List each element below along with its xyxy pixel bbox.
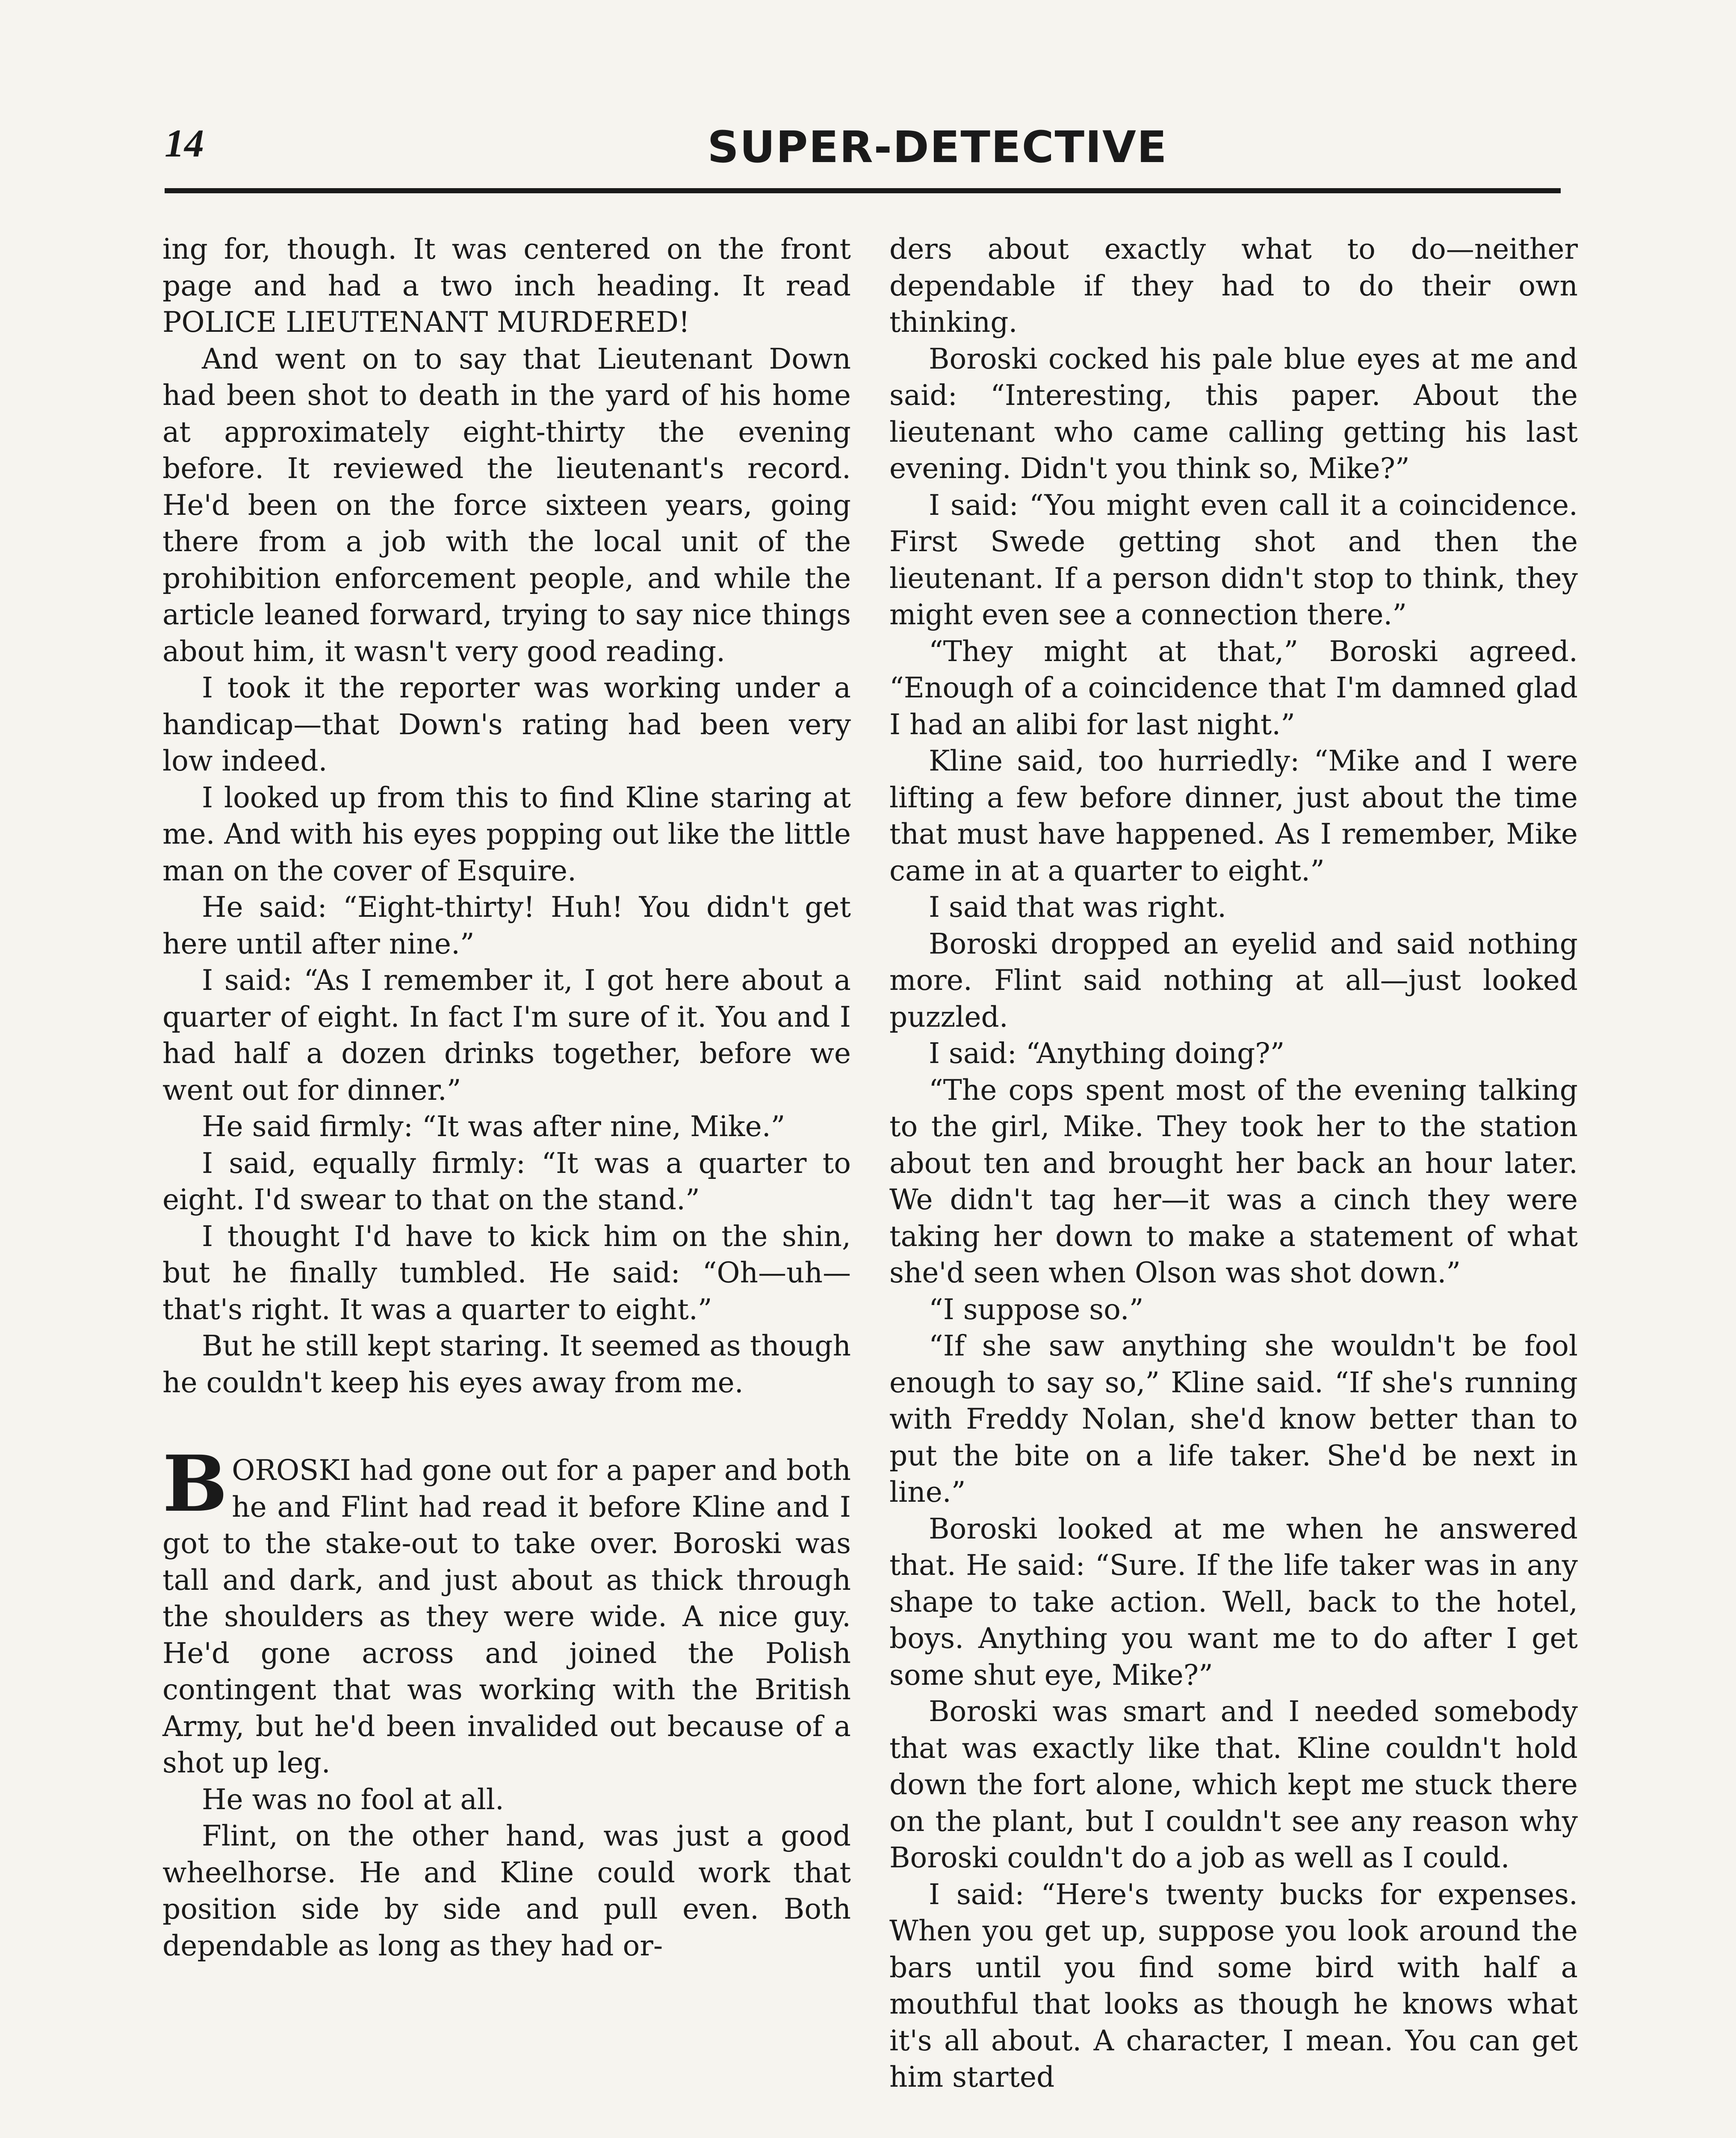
paragraph: “If she saw anything she wouldn't be fool enough to say so,” Kline said. “If she's running with Freddy Nolan, she'd know better than to put the bite on a life taker. She'd be next in line.”: [889, 1329, 1578, 1509]
paragraph: ders about exactly what to do—neither dependable if they had to do their own thinking.: [889, 233, 1578, 339]
paragraph: “The cops spent most of the evening talking to the girl, Mike. They took her to the station about ten and brought her back an hour later. We didn't tag her—it was a cinch they were taking her down to make a statement of what she'd seen when Olson was shot down.”: [889, 1073, 1578, 1289]
running-title: SUPER-DETECTIVE: [707, 122, 1168, 173]
paragraph: “They might at that,” Boroski agreed. “Enough of a coincidence that I'm damned glad I had an alibi for last night.”: [889, 635, 1578, 741]
left-column: [162, 231, 851, 1964]
paragraph: ing for, though. It was centered on the front page and had a two inch heading. It read POLICE LIEUTENANT MURDERED!: [162, 233, 851, 339]
paragraph: I said: “Here's twenty bucks for expenses. When you get up, suppose you look around the bars until you find some bird with half a mouthful that looks as though he knows what it's all about. A character, I mean. You can get him started: [889, 1878, 1578, 2094]
header-rule: [165, 188, 1561, 193]
paragraph: I said, equally firmly: “It was a quarter to eight. I'd swear to that on the stand.”: [162, 1146, 851, 1216]
paragraph: Boroski dropped an eyelid and said nothing more. Flint said nothing at all—just looked puzzled.: [889, 927, 1578, 1034]
paragraph: “I suppose so.”: [929, 1293, 1144, 1326]
paragraph: Boroski cocked his pale blue eyes at me and said: “Interesting, this paper. About the lieutenant who came calling getting his last evening. Didn't you think so, Mike?”: [889, 342, 1578, 485]
paragraph-text: OROSKI had gone out for a paper and both he and Flint had read it before Kline and I got to the stake-out to take over. Boroski was tall and dark, and just about as thick through the shoulders as they were wide. A nice guy. He'd gone across and joined the Polish contingent that was working with the British Army, but he'd been invalided out because of a shot up leg.: [162, 1454, 851, 1779]
paragraph: Kline said, too hurriedly: “Mike and I were lifting a few before dinner, just about the time that must have happened. As I remember, Mike came in at a quarter to eight.”: [889, 744, 1578, 887]
paragraph: I thought I'd have to kick him on the shin, but he finally tumbled. He said: “Oh—uh—that's right. It was a quarter to eight.”: [162, 1220, 851, 1326]
paragraph: But he still kept staring. It seemed as though he couldn't keep his eyes away from me.: [162, 1329, 851, 1399]
paragraph: And went on to say that Lieutenant Down had been shot to death in the yard of his home at approximately eight-thirty the evening before. It reviewed the lieutenant's record. He'd been on the force sixteen years, going there from a job with the local unit of the prohibition enforcement people, and while the article leaned forward, trying to say nice things about him, it wasn't very good reading.: [162, 342, 851, 668]
paragraph: I took it the reporter was working under a handicap—that Down's rating had been very low indeed.: [162, 671, 851, 777]
drop-cap: B: [162, 1439, 228, 1529]
paragraph: He was no fool at all.: [202, 1783, 504, 1816]
right-column: [889, 231, 1578, 2096]
paragraph: I said that was right.: [929, 891, 1227, 924]
paragraph: He said: “Eight-thirty! Huh! You didn't get here until after nine.”: [162, 891, 851, 960]
page-number: 14: [165, 121, 204, 165]
paragraph: Flint, on the other hand, was just a good wheelhorse. He and Kline could work that position side by side and pull even. Both dependable as long as they had or-: [162, 1819, 851, 1962]
paragraph: He said firmly: “It was after nine, Mike.”: [202, 1110, 785, 1143]
section-paragraph: [162, 1439, 851, 1781]
page-header: [165, 120, 1561, 184]
paragraph: I said: “Anything doing?”: [929, 1037, 1285, 1070]
paragraph: Boroski looked at me when he answered that. He said: “Sure. If the life taker was in any shape to take action. Well, back to the hotel, boys. Anything you want me to do after I get some shut eye, Mike?”: [889, 1512, 1578, 1692]
paragraph: I looked up from this to find Kline staring at me. And with his eyes popping out like the little man on the cover of Esquire.: [162, 781, 851, 887]
paragraph: I said: “As I remember it, I got here about a quarter of eight. In fact I'm sure of it. You and I had half a dozen drinks together, before we went out for dinner.”: [162, 964, 851, 1107]
paragraph: I said: “You might even call it a coincidence. First Swede getting shot and then the lieutenant. If a person didn't stop to think, they might even see a connection there.”: [889, 488, 1578, 631]
paragraph: Boroski was smart and I needed somebody that was exactly like that. Kline couldn't hold down the fort alone, which kept me stuck there on the plant, but I couldn't see any reason why Boroski couldn't do a job as well as I could.: [889, 1695, 1578, 1874]
